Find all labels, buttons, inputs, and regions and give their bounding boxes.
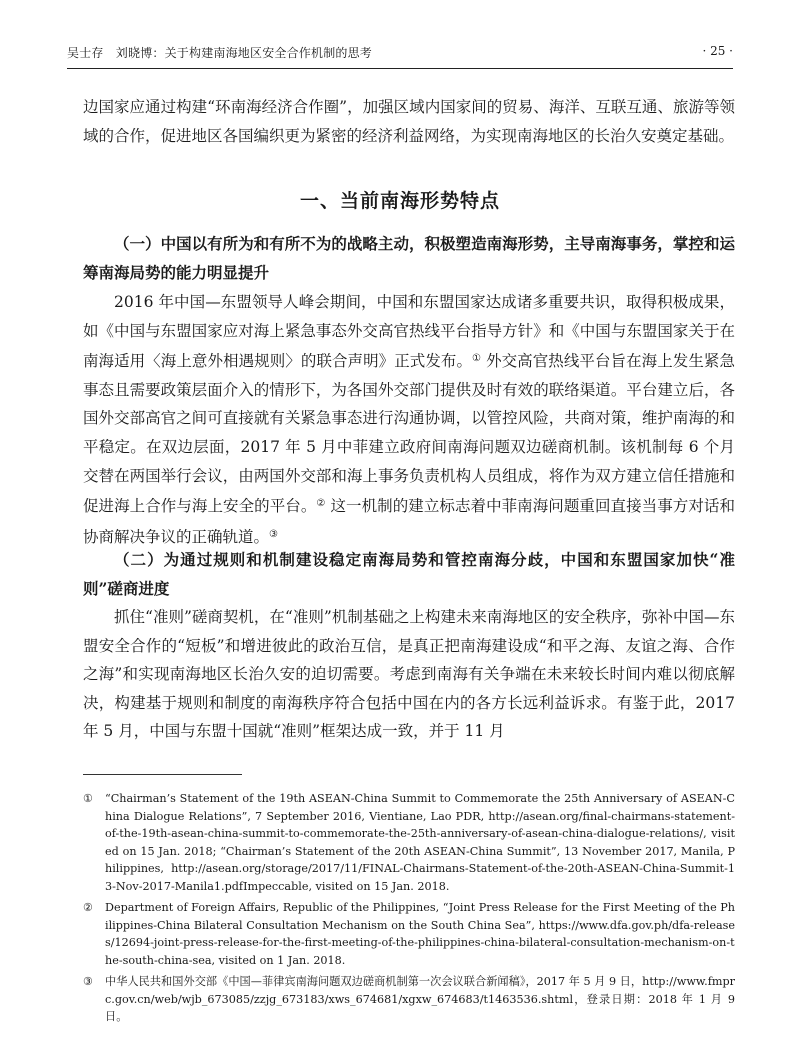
body-paragraph-1: [83, 288, 735, 551]
subsection-heading-2: （二）为通过规则和机制建设稳定南海局势和管控南海分歧，中国和东盟国家加快“准则”磋商进度: [83, 550, 735, 598]
body-paragraph-2: 抓住“准则”磋商契机，在“准则”机制基础之上构建未来南海地区的安全秩序，弥补中国—东盟安全合作的“短板”和增进彼此的政治互信，是真正把南海建设成“和平之海、友谊之海、合作之海”和实现南海地区长治久安的迫切需要。考虑到南海有关争端在未来较长时间内难以彻底解决，构建基于规则和制度的南海秩序符合包括中国在内的各方长远利益诉求。有鉴于此，2017 年 5 月，中国与东盟十国就“准则”框架达成一致，并于 11 月: [83, 608, 735, 741]
subsection-heading-1: （一）中国以有所为和有所不为的战略主动，积极塑造南海形势，主导南海事务，掌控和运筹南海局势的能力明显提升: [83, 234, 735, 282]
footnotes: [83, 790, 735, 1030]
header-authors-title: 吴士存 刘晓博：关于构建南海地区安全合作机制的思考: [67, 46, 373, 60]
paragraph-text: 2016 年中国—东盟领导人峰会期间，中国和东盟国家达成诸多重要共识，取得积极成果，如《中国与东盟国家应对海上紧急事态外交高官热线平台指导方针》和《中国与东盟国家关于在南海适用〈海上意外相遇规则〉的联合声明》正式发布。: [83, 293, 735, 371]
footnote-mark: ①: [83, 792, 94, 805]
footnote-item: [83, 973, 735, 1026]
intro-paragraph: 边国家应通过构建“环南海经济合作圈”，加强区域内国家间的贸易、海洋、互联互通、旅游等领域的合作，促进地区各国编织更为紧密的经济利益网络，为实现南海地区的长治久安奠定基础。: [83, 98, 735, 145]
paragraph-text: 这一机制的建立标志着中菲南海问题重回直接当事方对话和协商解决争议的正确轨道。: [83, 497, 735, 546]
footnote-text: Department of Foreign Affairs, Republic of the Philippines, “Joint Press Release for the First Meeting of the Philippines-China Bilateral Consultation Mechanism on the South China Sea”, https://www.dfa.gov.ph/dfa-releases/12694-joint-press-release-for-the-first-meeting-of-the-philippines-china-bilateral-consultation-mechanism-on-the-south-china-sea, visited on 1 Jan. 2018.: [105, 901, 736, 967]
page-number: · 25 ·: [702, 44, 733, 58]
footnote-item: [83, 790, 735, 895]
header-divider: [67, 68, 733, 69]
footnote-ref-2[interactable]: ②: [316, 498, 326, 510]
footnote-mark: ③: [83, 975, 94, 988]
running-header: [67, 44, 733, 64]
footnote-item: [83, 899, 735, 969]
footnote-ref-1[interactable]: ①: [472, 353, 482, 365]
paragraph-text: 外交高官热线平台旨在海上发生紧急事态且需要政策层面介入的情形下，为各国外交部门提供及时有效的联络渠道。平台建立后，各国外交部高官之间可直接就有关紧急事态进行沟通协调，以管控风险，共商对策，维护南海的和平稳定。在双边层面，2017 年 5 月中菲建立政府间南海问题双边磋商机制。该机制每 6 个月交替在两国举行会议，由两国外交部和海上事务负责机构人员组成，将作为双方建立信任措施和促进海上合作与海上安全的平台。: [83, 352, 735, 516]
section-title: 一、当前南海形势特点: [299, 190, 500, 212]
footnote-mark: ②: [83, 901, 94, 914]
footnote-text: “Chairman’s Statement of the 19th ASEAN-China Summit to Commemorate the 25th Anniversary of ASEAN-China Dialogue Relations”, 7 September 2016, Vientiane, Lao PDR, http://asean.org/final-chairmans-statement-of-the-19th-asean-china-summit-to-commemorate-the-25th-anniversary-of-asean-china-dialogue-relations/, visited on 15 Jan. 2018; “Chairman’s Statement of the 20th ASEAN-China Summit”, 13 November 2017, Manila, Philippines, http://asean.org/storage/2017/11/FINAL-Chairmans-Statement-of-the-20th-ASEAN-China-Summit-13-Nov-2017-Manila1.pdfImpeccable, visited on 15 Jan. 2018.: [105, 792, 735, 893]
footnote-ref-3[interactable]: ③: [269, 528, 278, 540]
footnote-text: 中华人民共和国外交部《中国—菲律宾南海问题双边磋商机制第一次会议联合新闻稿》，2017 年 5 月 9 日，http://www.fmprc.gov.cn/web/wjb_673085/zzjg_673183/xws_674681/xgxw_674683/t1463536.shtml，登录日期：2018 年 1 月 9 日。: [105, 975, 735, 1023]
footnote-divider: [83, 774, 242, 775]
